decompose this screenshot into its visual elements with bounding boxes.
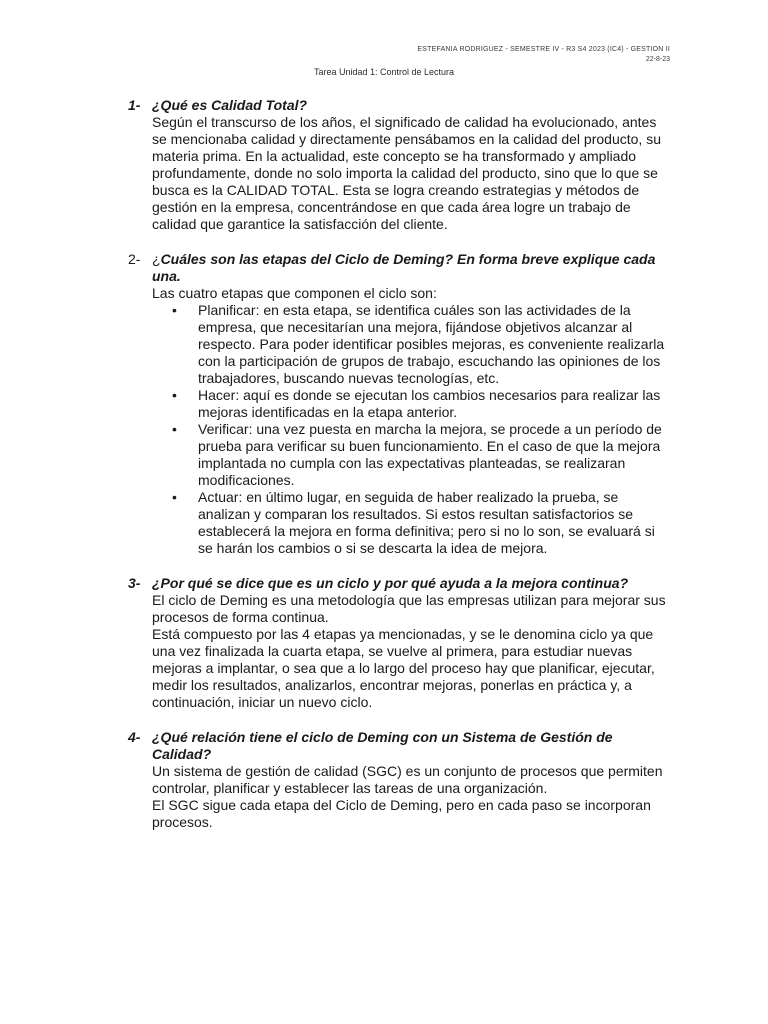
question-body — [152, 251, 668, 557]
question-number: 2- — [128, 251, 141, 267]
bullet-icon: • — [172, 387, 177, 403]
question-1 — [128, 97, 668, 233]
question-3 — [128, 575, 668, 711]
question-title: ¿Qué relación tiene el ciclo de Deming con un Sistema de Gestión de Calidad? — [152, 729, 613, 762]
list-item-text: Hacer: aquí es donde se ejecutan los cambios necesarios para realizar las mejoras identificadas en la etapa anterior. — [198, 387, 661, 420]
answer-paragraph: El ciclo de Deming es una metodología que las empresas utilizan para mejorar sus procesos de forma continua. — [152, 592, 666, 625]
list-item-text: Verificar: una vez puesta en marcha la mejora, se procede a un período de prueba para verificar su buen funcionamiento. En el caso de que la mejora implantada no cumpla con las expectativas planteadas, se realizaran modificaciones. — [198, 421, 662, 488]
question-body — [152, 575, 668, 711]
list-item — [172, 302, 668, 387]
question-title-text: Cuáles son las etapas del Ciclo de Deming? En forma breve explique cada una. — [152, 251, 656, 284]
list-item — [172, 421, 668, 489]
answer-intro: Las cuatro etapas que componen el ciclo son: — [152, 285, 437, 301]
question-number: 1- — [128, 97, 141, 113]
answer-paragraph: Según el transcurso de los años, el significado de calidad ha evolucionado, antes se mencionaba calidad y directamente pensábamos en la calidad del producto, su materia prima. En la actualidad, este concepto se ha transformado y ampliado profundamente, donde no solo importa la calidad del producto, sino que lo que se busca es la CALIDAD TOTAL. Esta se logra creando estrategias y métodos de gestión en la empresa, concentrándose en que cada área logre un trabajo de calidad que garantice la satisfacción del cliente. — [152, 114, 661, 232]
question-body — [152, 729, 668, 831]
question-4 — [128, 729, 668, 831]
question-title: ¿Qué es Calidad Total? — [152, 97, 308, 113]
bullet-icon: • — [172, 489, 177, 505]
list-item — [172, 387, 668, 421]
question-title — [152, 251, 668, 285]
question-body — [152, 97, 668, 233]
answer-paragraph: Está compuesto por las 4 etapas ya mencionadas, y se le denomina ciclo ya que una vez finalizada la cuarta etapa, se vuelve al primera, para estudiar nuevas mejoras a implantar, o sea que a lo largo del proceso hay que planificar, ejecutar, medir los resultados, analizarlos, encontrar mejoras, ponerlas en práctica y, a continuación, iniciar un nuevo ciclo. — [152, 626, 655, 710]
question-2 — [128, 251, 668, 557]
question-number: 4- — [128, 729, 141, 745]
answer-paragraph: El SGC sigue cada etapa del Ciclo de Deming, pero en cada paso se incorporan procesos. — [152, 797, 651, 830]
question-title-prefix: ¿ — [152, 251, 161, 267]
question-title: ¿Por qué se dice que es un ciclo y por qué ayuda a la mejora continua? — [152, 575, 629, 591]
header-date: 22-8-23 — [645, 56, 670, 63]
question-number: 3- — [128, 575, 141, 591]
document-title: Tarea Unidad 1: Control de Lectura — [313, 67, 455, 77]
list-item-text: Planificar: en esta etapa, se identifica cuáles son las actividades de la empresa, que necesitarían una mejora, fijándose objetivos alcanzar al respecto. Para poder identificar posibles mejoras, es conveniente realizarla con la participación de grupos de trabajo, escuchando las opiniones de los trabajadores, buscando nuevas tecnologías, etc. — [198, 302, 665, 386]
list-item — [172, 489, 668, 557]
bullet-icon: • — [172, 302, 177, 318]
header-author: ESTEFANIA RODRIGUEZ - SEMESTRE IV - R3 S4 2023 (IC4) - GESTION II — [417, 46, 670, 53]
document-body — [128, 97, 668, 849]
bullet-icon: • — [172, 421, 177, 437]
answer-paragraph: Un sistema de gestión de calidad (SGC) es un conjunto de procesos que permiten controlar, planificar y establecer las tareas de una organización. — [152, 763, 663, 796]
steps-list — [152, 302, 668, 557]
list-item-text: Actuar: en último lugar, en seguida de haber realizado la prueba, se analizan y comparan los resultados. Si estos resultan satisfactorios se establecerá la mejora en forma definitiva; pero si no lo son, se evaluará si se harán los cambios o si se descarta la idea de mejora. — [198, 489, 655, 556]
